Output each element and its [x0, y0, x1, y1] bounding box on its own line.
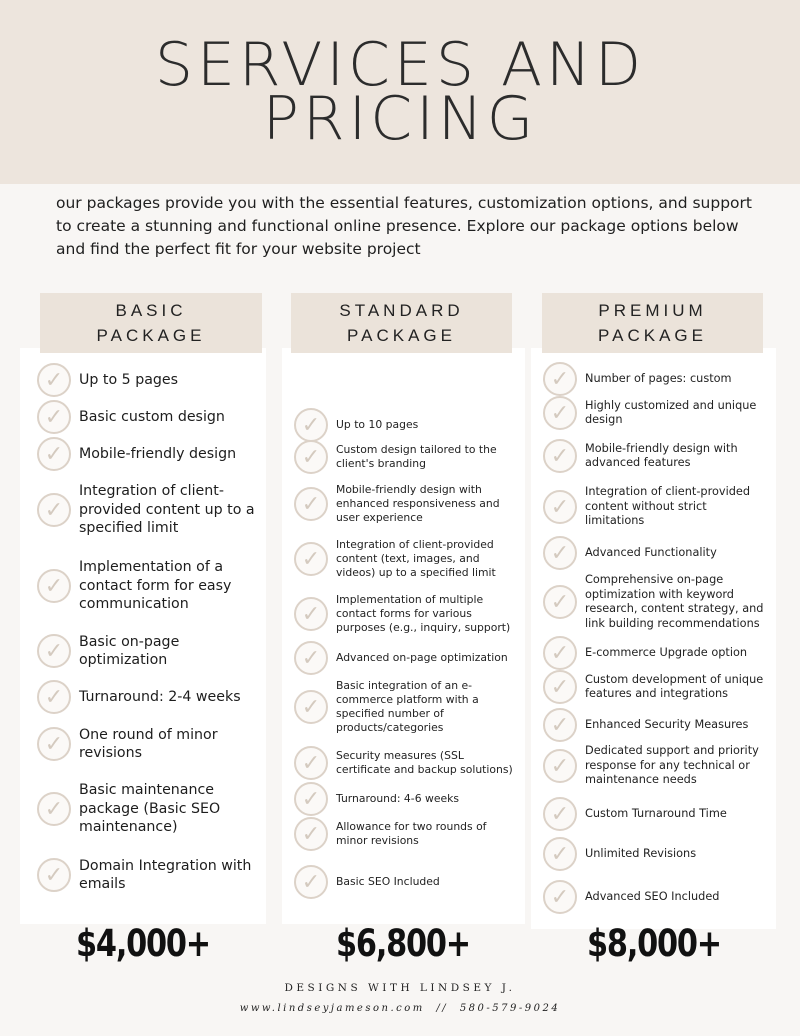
- premium-package-header: [542, 293, 763, 353]
- feature-text: Comprehensive on-page optimization with keyword research, content strategy, and link building recommendations: [585, 573, 764, 630]
- check-circle-icon: ✓: [543, 362, 577, 396]
- list-item: [294, 408, 516, 442]
- basic-package-header: [40, 293, 262, 353]
- list-item: [37, 632, 263, 670]
- feature-text: Mobile-friendly design: [79, 445, 237, 462]
- list-item: [294, 537, 516, 581]
- list-item: [543, 880, 768, 914]
- list-item: [37, 680, 263, 714]
- check-circle-icon: ✓: [294, 817, 328, 851]
- check-circle-icon: ✓: [543, 797, 577, 831]
- premium-price: $8,000+: [587, 922, 721, 965]
- list-item: [543, 396, 768, 430]
- feature-text: Basic custom design: [79, 408, 225, 425]
- check-circle-icon: ✓: [294, 865, 328, 899]
- list-item: [294, 440, 516, 474]
- list-item: [294, 817, 516, 851]
- check-circle-icon: ✓: [37, 437, 71, 471]
- feature-text: Security measures (SSL certificate and backup solutions): [336, 749, 513, 776]
- feature-text: Custom Turnaround Time: [585, 806, 727, 820]
- check-circle-icon: ✓: [294, 746, 328, 780]
- feature-text: Basic integration of an e-commerce platform with a specified number of products/categories: [336, 679, 479, 734]
- basic-package-name-line2: PACKAGE: [96, 326, 206, 345]
- footer-contact: www.lindseyjameson.com // 580-579-9024: [239, 1003, 561, 1014]
- feature-text: Turnaround: 4-6 weeks: [336, 792, 459, 805]
- list-item: [37, 558, 263, 614]
- list-item: [294, 482, 516, 526]
- feature-text: Mobile-friendly design with enhanced responsiveness and user experience: [336, 483, 500, 524]
- check-circle-icon: ✓: [37, 493, 71, 527]
- list-item: [543, 797, 768, 831]
- check-circle-icon: ✓: [37, 858, 71, 892]
- list-item: [543, 362, 768, 396]
- check-circle-icon: ✓: [37, 680, 71, 714]
- list-item: [37, 400, 263, 434]
- check-circle-icon: ✓: [37, 363, 71, 397]
- check-circle-icon: ✓: [37, 792, 71, 826]
- check-circle-icon: ✓: [294, 487, 328, 521]
- feature-text: Integration of client-provided content without strict limitations: [585, 485, 751, 528]
- list-item: [294, 677, 516, 737]
- list-item: [543, 439, 768, 473]
- check-circle-icon: ✓: [543, 708, 577, 742]
- check-circle-icon: ✓: [543, 880, 577, 914]
- check-circle-icon: ✓: [543, 439, 577, 473]
- premium-package-name-line1: PREMIUM: [598, 301, 707, 320]
- premium-package-name-line2: PACKAGE: [598, 326, 707, 345]
- check-circle-icon: ✓: [37, 634, 71, 668]
- feature-text: Basic SEO Included: [336, 875, 440, 888]
- feature-text: Implementation of a contact form for easy communication: [79, 559, 232, 613]
- basic-price: $4,000+: [76, 922, 210, 965]
- feature-text: Custom design tailored to the client's branding: [336, 443, 497, 470]
- list-item: [294, 641, 516, 675]
- page-title-line2: PRICING: [262, 84, 538, 154]
- check-circle-icon: ✓: [543, 396, 577, 430]
- check-circle-icon: ✓: [543, 490, 577, 524]
- check-circle-icon: ✓: [543, 585, 577, 619]
- page-title-line1: SERVICES AND: [154, 30, 646, 100]
- check-circle-icon: ✓: [37, 569, 71, 603]
- check-circle-icon: ✓: [294, 690, 328, 724]
- footer-brand: DESIGNS WITH LINDSEY J.: [284, 982, 516, 994]
- feature-text: Up to 5 pages: [79, 371, 179, 388]
- feature-text: Integration of client-provided content (text, images, and videos) up to a specified limit: [336, 538, 496, 579]
- check-circle-icon: ✓: [37, 727, 71, 761]
- list-item: [37, 725, 263, 763]
- check-circle-icon: ✓: [543, 636, 577, 670]
- list-item: [37, 363, 263, 397]
- feature-text: Number of pages: custom: [585, 371, 732, 385]
- list-item: [294, 865, 516, 899]
- list-item: [543, 743, 768, 789]
- list-item: [37, 482, 263, 538]
- list-item: [543, 670, 768, 704]
- page-title: [0, 30, 800, 154]
- feature-text: Highly customized and unique design: [585, 398, 757, 426]
- feature-text: Implementation of multiple contact forms for various purposes (e.g., inquiry, support): [336, 593, 511, 634]
- check-circle-icon: ✓: [543, 749, 577, 783]
- list-item: [37, 856, 263, 894]
- feature-text: Custom development of unique features and integrations: [585, 672, 764, 700]
- check-circle-icon: ✓: [294, 408, 328, 442]
- list-item: [543, 572, 768, 632]
- list-item: [543, 484, 768, 530]
- standard-package-header: [291, 293, 512, 353]
- feature-text: Turnaround: 2-4 weeks: [79, 688, 241, 705]
- check-circle-icon: ✓: [294, 597, 328, 631]
- feature-text: Advanced on-page optimization: [336, 651, 508, 664]
- feature-text: Advanced Functionality: [585, 545, 717, 559]
- feature-text: Unlimited Revisions: [585, 846, 697, 860]
- feature-text: Basic maintenance package (Basic SEO maintenance): [79, 782, 221, 836]
- feature-text: Enhanced Security Measures: [585, 717, 749, 731]
- feature-text: Basic on-page optimization: [79, 633, 180, 668]
- check-circle-icon: ✓: [294, 641, 328, 675]
- list-item: [543, 536, 768, 570]
- list-item: [543, 636, 768, 670]
- list-item: [543, 708, 768, 742]
- feature-text: One round of minor revisions: [79, 726, 218, 761]
- standard-price: $6,800+: [336, 922, 470, 965]
- feature-text: Advanced SEO Included: [585, 889, 720, 903]
- feature-text: Mobile-friendly design with advanced features: [585, 441, 738, 469]
- check-circle-icon: ✓: [37, 400, 71, 434]
- list-item: [543, 837, 768, 871]
- standard-package-name-line1: STANDARD: [339, 301, 464, 320]
- basic-package-name-line1: BASIC: [115, 301, 187, 320]
- standard-package-name-line2: PACKAGE: [347, 326, 456, 345]
- feature-text: E-commerce Upgrade option: [585, 645, 748, 659]
- feature-text: Integration of client-provided content up to a specified limit: [79, 483, 255, 537]
- feature-text: Dedicated support and priority response for any technical or maintenance needs: [585, 744, 759, 787]
- list-item: [37, 781, 263, 837]
- list-item: [37, 437, 263, 471]
- check-circle-icon: ✓: [294, 440, 328, 474]
- check-circle-icon: ✓: [294, 542, 328, 576]
- check-circle-icon: ✓: [294, 782, 328, 816]
- check-circle-icon: ✓: [543, 670, 577, 704]
- feature-text: Domain Integration with emails: [79, 857, 252, 892]
- feature-text: Up to 10 pages: [336, 418, 419, 431]
- feature-text: Allowance for two rounds of minor revisions: [336, 820, 487, 847]
- check-circle-icon: ✓: [543, 536, 577, 570]
- check-circle-icon: ✓: [543, 837, 577, 871]
- list-item: [294, 746, 516, 780]
- list-item: [294, 782, 516, 816]
- intro-paragraph: our packages provide you with the essential features, customization options, and support to create a stunning and functional online presence. Explore our package options below and find the perfect fit for your website project: [56, 194, 752, 258]
- list-item: [294, 592, 516, 636]
